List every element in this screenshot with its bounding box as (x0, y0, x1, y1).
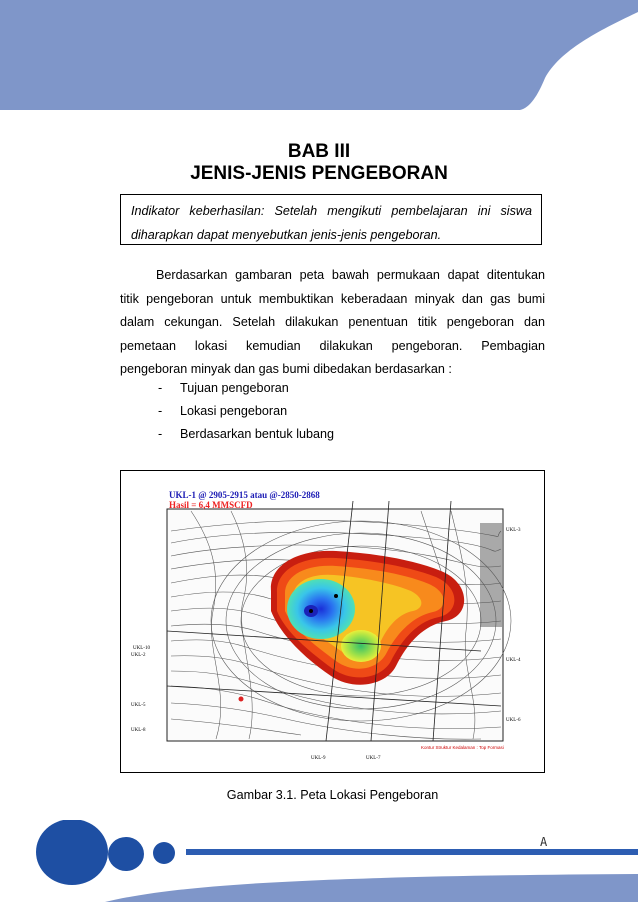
list-item-label: Lokasi pengeboran (180, 404, 288, 418)
well-label: UKL-9 (311, 756, 326, 761)
well-label: UKL-10 (133, 646, 150, 651)
page-number: A (540, 835, 548, 849)
paragraph-line: dalam cekungan. Setelah dilakukan penentuan titik pengeboran dan (120, 315, 545, 329)
list-item (158, 404, 287, 418)
indicator-box (120, 194, 542, 245)
chapter-number: BAB III (287, 141, 351, 162)
map-figure (120, 470, 545, 773)
map-header-line2: Hasil = 6,4 MMSCFD (169, 500, 253, 510)
list-marker: - (158, 427, 163, 441)
well-label: UKL-5 (131, 703, 146, 708)
well-label: UKL-8 (131, 728, 146, 733)
list-marker: - (158, 404, 163, 418)
map-footer-note: Kontur Struktur Kedalaman : Top Formasi (421, 745, 504, 750)
list-item-label: Tujuan pengeboran (180, 381, 289, 395)
list-marker: - (158, 381, 163, 395)
well-label: UKL-7 (366, 756, 381, 761)
footer-decoration (0, 820, 638, 902)
map-header-line1: UKL-1 @ 2905-2915 atau @-2850-2868 (169, 490, 320, 500)
contour-map (121, 471, 544, 772)
chapter-title: JENIS-JENIS PENGEBORAN (190, 163, 448, 184)
list-item (158, 427, 334, 441)
list-item (158, 381, 289, 395)
well-label: UKL-4 (506, 658, 521, 663)
paragraph-line: pemetaan lokasi kemudian dilakukan pengeboran. Pembagian (120, 338, 545, 353)
indicator-line: diharapkan dapat menyebutkan jenis-jenis pengeboran. (131, 228, 442, 242)
paragraph-line: titik pengeboran untuk membuktikan keberadaan minyak dan gas bumi (120, 291, 545, 306)
figure-caption: Gambar 3.1. Peta Lokasi Pengeboran (226, 788, 439, 802)
paragraph-line: Berdasarkan gambaran peta bawah permukaan dapat ditentukan (156, 268, 545, 282)
header-banner (0, 0, 638, 110)
body-paragraph (120, 264, 545, 382)
list-item-label: Berdasarkan bentuk lubang (180, 427, 335, 441)
well-label: UKL-3 (506, 528, 521, 533)
paragraph-line: pengeboran minyak dan gas bumi dibedakan berdasarkan : (120, 362, 452, 376)
indicator-line: Indikator keberhasilan: Setelah mengikuti pembelajaran ini siswa (131, 204, 532, 218)
well-label: UKL-2 (131, 653, 146, 658)
well-label: UKL-6 (506, 718, 521, 723)
